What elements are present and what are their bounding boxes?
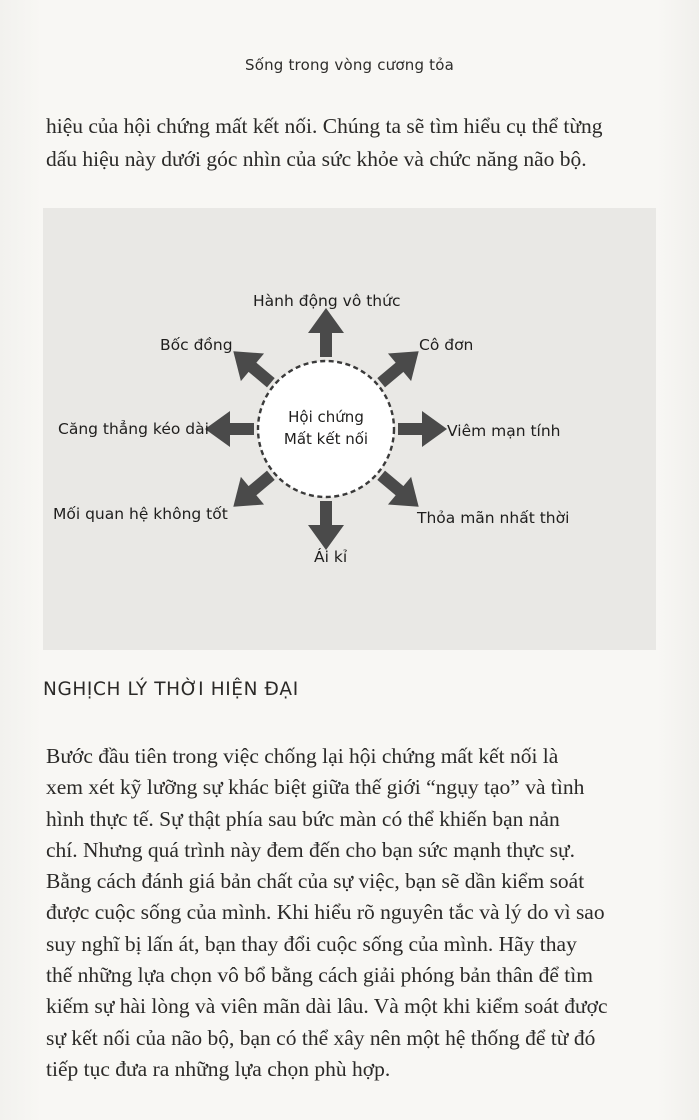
- disconnection-syndrome-diagram: [43, 208, 656, 650]
- main-line: được cuộc sống của mình. Khi hiểu rõ nguyên tắc và lý do vì sao: [46, 900, 605, 925]
- center-label-line2: Mất kết nối: [283, 430, 369, 448]
- main-line: thế những lựa chọn vô bổ bằng cách giải phóng bản thân để tìm: [46, 963, 593, 988]
- arrow-bottom-icon: [308, 501, 344, 550]
- running-header: Sống trong vòng cương tỏa: [244, 56, 455, 74]
- main-line: suy nghĩ bị lấn át, bạn thay đổi cuộc sống của mình. Hãy thay: [46, 931, 577, 956]
- diagram-center-label: [256, 406, 396, 450]
- label-narcissism: Ái kỉ: [314, 548, 348, 566]
- main-line: Bước đầu tiên trong việc chống lại hội chứng mất kết nối là: [46, 744, 559, 768]
- label-instant-gratification: Thỏa mãn nhất thời: [417, 509, 570, 527]
- intro-paragraph: [46, 110, 656, 176]
- arrow-right-icon: [398, 411, 447, 447]
- main-line: kiếm sự hài lòng và viên mãn dài lâu. Và một khi kiểm soát được: [46, 994, 608, 1019]
- arrow-left-icon: [205, 411, 254, 447]
- main-line: sự kết nối của não bộ, bạn có thể xây nên một hệ thống để từ đó: [46, 1025, 596, 1050]
- main-line: hình thực tế. Sự thật phía sau bức màn có thể khiến bạn nản: [46, 806, 560, 831]
- main-line: xem xét kỹ lưỡng sự khác biệt giữa thế giới “ngụy tạo” và tình: [46, 775, 585, 800]
- label-bad-relationships: Mối quan hệ không tốt: [53, 505, 228, 523]
- label-impulsivity: Bốc đồng: [160, 336, 233, 354]
- section-heading: NGHỊCH LÝ THỜI HIỆN ĐẠI: [43, 679, 299, 700]
- intro-line: hiệu của hội chứng mất kết nối. Chúng ta sẽ tìm hiểu cụ thể từng: [46, 114, 603, 138]
- arrow-top-icon: [308, 308, 344, 357]
- label-chronic-stress: Căng thẳng kéo dài: [58, 420, 209, 438]
- center-label-line1: Hội chứng: [288, 408, 364, 426]
- label-chronic-inflammation: Viêm mạn tính: [447, 422, 561, 440]
- label-unconscious-action: Hành động vô thức: [253, 292, 401, 310]
- label-loneliness: Cô đơn: [419, 336, 474, 354]
- main-line: Bằng cách đánh giá bản chất của sự việc, bạn sẽ dần kiểm soát: [46, 869, 585, 894]
- intro-line: dấu hiệu này dưới góc nhìn của sức khỏe và chức năng não bộ.: [46, 147, 587, 171]
- main-line: chí. Nhưng quá trình này đem đến cho bạn sức mạnh thực sự.: [46, 837, 576, 862]
- main-line: tiếp tục đưa ra những lựa chọn phù hợp.: [46, 1056, 391, 1081]
- main-paragraph: [46, 741, 658, 1085]
